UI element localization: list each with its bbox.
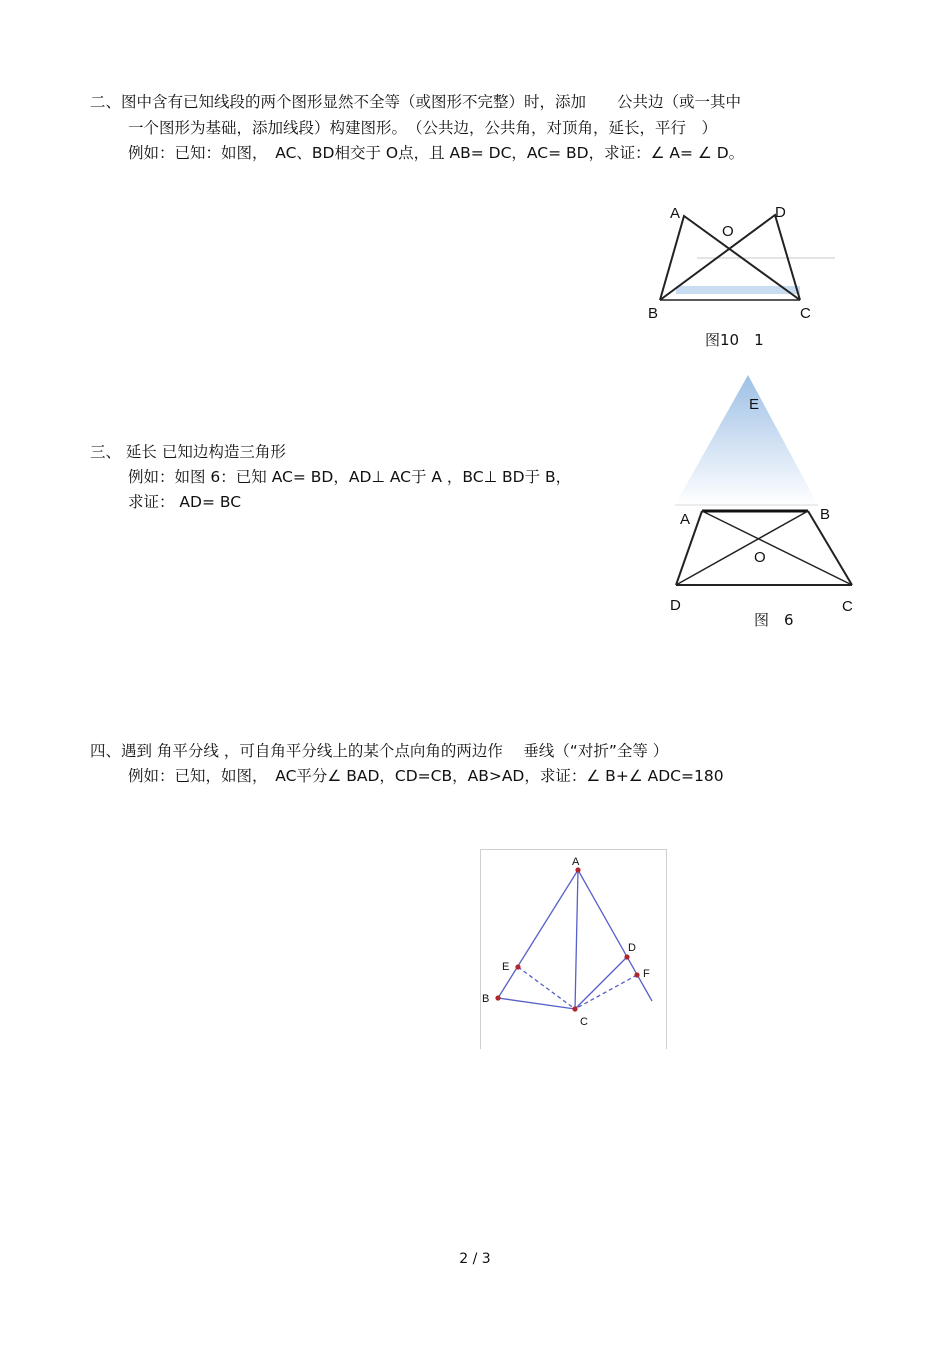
segment-ac bbox=[575, 870, 578, 1009]
label-b: B bbox=[482, 993, 490, 1005]
segment-bc bbox=[498, 998, 575, 1009]
figure-3-angle-bisector bbox=[480, 849, 667, 1049]
label-a: A bbox=[680, 511, 691, 528]
segment-ab bbox=[498, 870, 578, 998]
point-e bbox=[515, 964, 520, 969]
label-a: A bbox=[670, 205, 681, 222]
figure-2-caption: 图 6 bbox=[754, 611, 794, 629]
figure-1-crossed-triangles bbox=[640, 195, 850, 330]
section4-line1: 四、遇到 角平分线 ，可自角平分线上的某个点向角的两边作 垂线（“对折”全等 ） bbox=[90, 742, 669, 760]
label-e: E bbox=[502, 961, 510, 973]
figure-2-trapezoid bbox=[660, 370, 870, 615]
point-f bbox=[634, 972, 639, 977]
section3-line1: 三、 延长 已知边构造三角形 bbox=[90, 443, 286, 461]
label-o: O bbox=[754, 549, 766, 566]
section3-line2: 例如：如图 6：已知 AC= BD，AD⊥ AC于 A ，BC⊥ BD于 B， bbox=[128, 468, 572, 486]
label-b: B bbox=[820, 506, 831, 523]
section2-line1: 二、图中含有已知线段的两个图形显然不全等（或图形不完整）时，添加 公共边（或一其中 bbox=[90, 93, 742, 111]
figure-1-caption: 图10 1 bbox=[705, 331, 764, 349]
segment-bd bbox=[676, 511, 808, 585]
label-f: F bbox=[643, 968, 650, 980]
label-c: C bbox=[580, 1016, 588, 1028]
section3-line3: 求证： AD= BC bbox=[128, 493, 242, 511]
point-c bbox=[572, 1006, 577, 1011]
point-a bbox=[575, 867, 580, 872]
point-d bbox=[624, 954, 629, 959]
label-c: C bbox=[842, 598, 853, 615]
section2-line2: 一个图形为基础，添加线段）构建图形。 （公共边，公共角，对顶角，延长，平行 ） bbox=[128, 119, 718, 137]
segment-ad-extended bbox=[578, 870, 652, 1001]
triangle-e-fill bbox=[675, 375, 818, 505]
section2-line3: 例如：已知：如图， AC、BD相交于 O点，且 AB= DC，AC= BD，求证：∠ A= ∠ D。 bbox=[128, 144, 745, 162]
label-d: D bbox=[628, 942, 636, 954]
label-c: C bbox=[800, 305, 811, 322]
section4-line2: 例如：已知，如图， AC平分∠ BAD，CD=CB，AB>AD，求证：∠ B+∠ ADC=180 bbox=[128, 767, 724, 785]
point-b bbox=[495, 995, 500, 1000]
segment-cf-dashed bbox=[575, 975, 637, 1009]
label-d: D bbox=[775, 204, 786, 221]
label-o: O bbox=[722, 223, 734, 240]
label-b: B bbox=[648, 305, 659, 322]
segment-cd bbox=[575, 957, 627, 1009]
label-d: D bbox=[670, 597, 681, 614]
label-e: E bbox=[749, 396, 760, 413]
label-a: A bbox=[572, 856, 580, 868]
page-number: 2 / 3 bbox=[459, 1251, 491, 1267]
